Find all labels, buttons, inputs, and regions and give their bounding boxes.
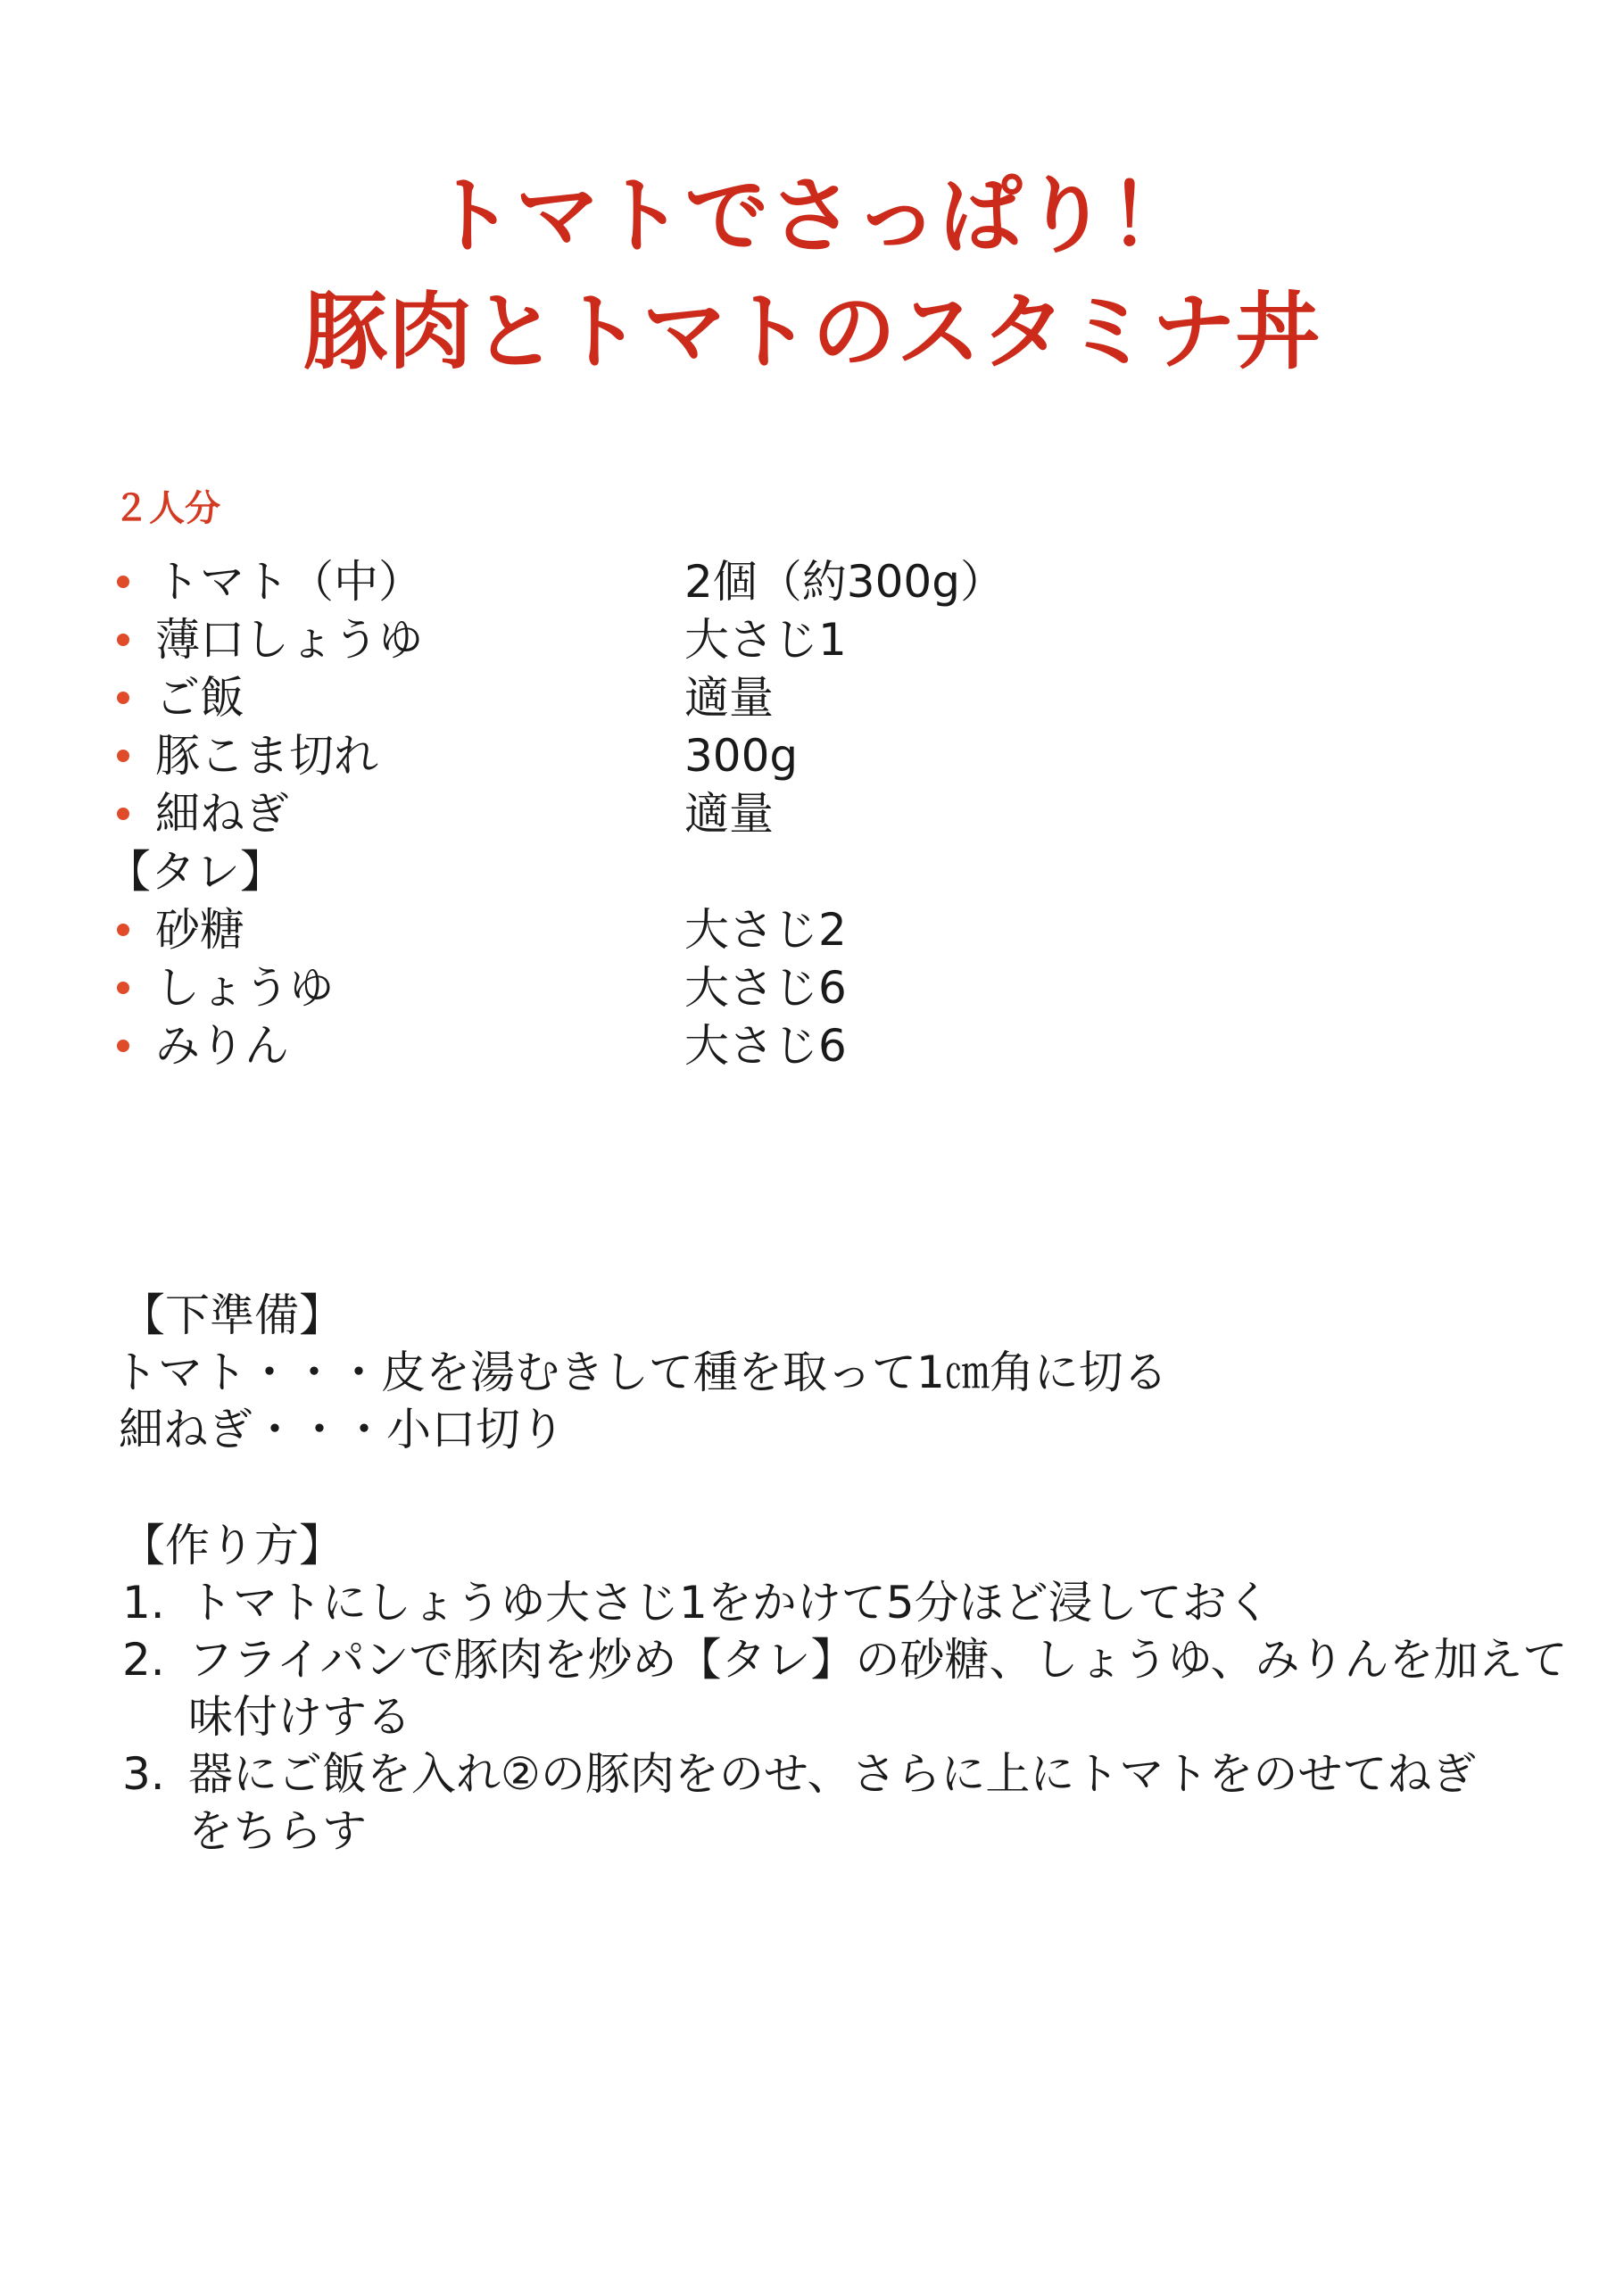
sauce-name: みりん bbox=[155, 1020, 289, 1072]
ingredient-amount: 2個（約300g） bbox=[684, 556, 1005, 608]
sauce-amount: 大さじ2 bbox=[684, 904, 847, 956]
method-step bbox=[113, 1745, 1541, 1860]
ingredient-row bbox=[113, 611, 1273, 669]
sauce-heading: 【タレ】 bbox=[106, 846, 285, 898]
prep-section bbox=[113, 1287, 1168, 1458]
prep-line: トマト・・・皮を湯むきして種を取って1㎝角に切る bbox=[113, 1347, 1168, 1398]
bullet-icon bbox=[117, 750, 129, 762]
ingredient-name: 豚こま切れ bbox=[155, 730, 378, 782]
ingredient-name: ご飯 bbox=[155, 672, 244, 724]
sauce-row bbox=[113, 1017, 1273, 1075]
ingredient-amount: 大さじ1 bbox=[684, 614, 847, 666]
bullet-icon bbox=[117, 924, 129, 936]
sauce-amount: 大さじ6 bbox=[684, 1020, 847, 1072]
step-text: 器にご飯を入れ②の豚肉をのせ、さらに上にトマトをのせてねぎ bbox=[188, 1748, 1477, 1800]
servings-label: ２人分 bbox=[113, 488, 220, 529]
step-text: をちらす bbox=[188, 1805, 367, 1857]
bullet-icon bbox=[117, 692, 129, 704]
ingredient-amount: 適量 bbox=[684, 788, 774, 840]
ingredient-row bbox=[113, 669, 1273, 727]
ingredient-amount: 300g bbox=[684, 730, 799, 782]
ingredient-name: 薄口しょうゆ bbox=[155, 614, 423, 666]
sauce-name: 砂糖 bbox=[155, 904, 244, 956]
recipe-title bbox=[0, 159, 1624, 391]
sauce-row bbox=[113, 901, 1273, 959]
step-number: 2. bbox=[122, 1634, 165, 1686]
ingredient-name: 細ねぎ bbox=[155, 788, 289, 840]
bullet-icon bbox=[117, 982, 129, 994]
ingredient-row bbox=[113, 727, 1273, 785]
method-step bbox=[113, 1574, 1541, 1631]
method-step bbox=[113, 1631, 1568, 1745]
prep-heading: 【下準備】 bbox=[120, 1289, 344, 1341]
step-number: 3. bbox=[122, 1748, 165, 1800]
bullet-icon bbox=[117, 576, 129, 588]
step-number: 1. bbox=[122, 1577, 165, 1629]
recipe-title-line2: 豚肉とトマトのスタミナ丼 bbox=[302, 284, 1321, 381]
method-section bbox=[113, 1517, 1568, 1860]
step-text: トマトにしょうゆ大さじ1をかけて5分ほど浸しておく bbox=[188, 1577, 1272, 1629]
prep-line: 細ねぎ・・・小口切り bbox=[119, 1404, 565, 1455]
sauce-row bbox=[113, 959, 1273, 1017]
method-heading: 【作り方】 bbox=[120, 1520, 344, 1571]
ingredient-list bbox=[106, 553, 1273, 1075]
bullet-icon bbox=[117, 1040, 129, 1052]
ingredient-name: トマト（中） bbox=[155, 556, 423, 608]
bullet-icon bbox=[117, 808, 129, 820]
step-text: フライパンで豚肉を炒め【タレ】の砂糖、しょうゆ、みりんを加えて bbox=[188, 1634, 1568, 1686]
ingredient-row bbox=[113, 785, 1273, 843]
ingredient-amount: 適量 bbox=[684, 672, 774, 724]
bullet-icon bbox=[117, 634, 129, 646]
sauce-name: しょうゆ bbox=[155, 962, 334, 1014]
step-text: 味付けする bbox=[188, 1691, 411, 1743]
ingredient-row bbox=[113, 553, 1273, 611]
recipe-title-line1: トマトでさっぱり！ bbox=[430, 168, 1194, 265]
sauce-amount: 大さじ6 bbox=[684, 962, 847, 1014]
